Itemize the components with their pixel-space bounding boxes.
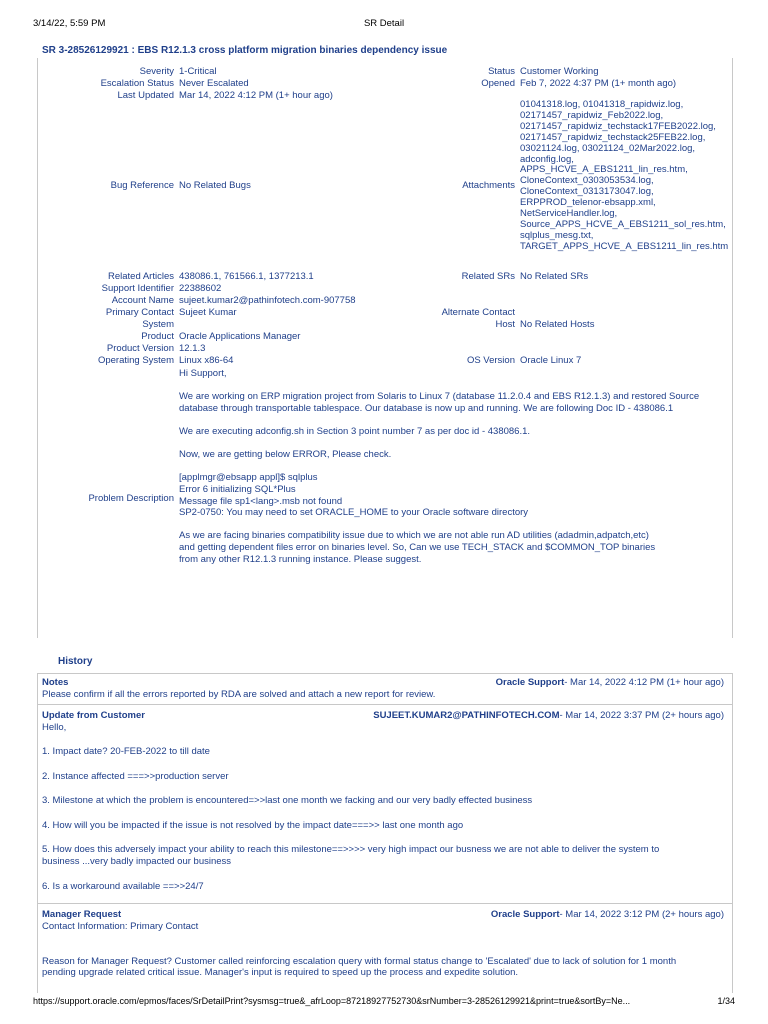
attachment-item[interactable]: NetServiceHandler.log, <box>520 208 618 220</box>
product-version-label: Product Version <box>106 343 174 354</box>
attachment-item[interactable]: ERPPROD_telenor-ebsapp.xml, <box>520 197 656 209</box>
bug-ref-value: No Related Bugs <box>179 180 251 191</box>
page-url: https://support.oracle.com/epmos/faces/SrDetailPrint?sysmsg=true&_afrLoop=87218927752730&srNumber=3-28526129921&print=true&sortBy=Ne... <box>33 996 631 1006</box>
account-label: Account Name <box>111 295 174 306</box>
attachments-list <box>520 100 728 253</box>
attachment-item[interactable]: 03021124.log, 03021124_02Mar2022.log, <box>520 142 696 154</box>
status-label: Status <box>488 66 515 77</box>
os-value: Linux x86-64 <box>179 355 234 366</box>
attachments-label: Attachments <box>462 180 515 191</box>
history-entry-meta <box>373 710 724 721</box>
alt-contact-label: Alternate Contact <box>441 307 515 318</box>
history-entry-meta <box>496 677 724 688</box>
attachment-item[interactable]: 02171457_rapidwiz_Feb2022.log, <box>520 109 664 121</box>
attachment-item[interactable]: sqlplus_mesg.txt, <box>520 229 594 241</box>
severity-value: 1-Critical <box>179 66 217 77</box>
sr-title: SR 3-28526129921 : EBS R12.1.3 cross platform migration binaries dependency issue <box>42 45 448 56</box>
last-updated-label: Last Updated <box>117 90 174 101</box>
host-value: No Related Hosts <box>520 319 595 330</box>
history-entry-time: - Mar 14, 2022 4:12 PM (1+ hour ago) <box>564 677 724 688</box>
history-entry-meta <box>491 909 724 920</box>
escalation-label: Escalation Status <box>100 78 174 89</box>
os-version-label: OS Version <box>466 355 515 366</box>
host-label: Host <box>495 319 515 330</box>
related-articles-value[interactable]: 438086.1, 761566.1, 1377213.1 <box>179 271 314 282</box>
related-articles-label: Related Articles <box>107 271 174 282</box>
attachment-item[interactable]: 02171457_rapidwiz_techstack17FEB2022.log, <box>520 120 716 132</box>
divider <box>37 903 733 904</box>
history-entry-author: Oracle Support <box>495 677 565 688</box>
history-entry-author: SUJEET.KUMAR2@PATHINFOTECH.COM <box>373 710 560 721</box>
related-srs-label: Related SRs <box>461 271 515 282</box>
attachment-item[interactable]: 02171457_rapidwiz_techstack25FEB22.log, <box>520 131 706 143</box>
escalation-value: Never Escalated <box>179 78 249 89</box>
attachment-item[interactable]: adconfig.log, <box>520 153 574 165</box>
attachment-item[interactable]: APPS_HCVE_A_EBS1211_lin_res.htm, <box>520 164 688 176</box>
primary-contact-value: Sujeet Kumar <box>179 307 237 318</box>
support-id-value: 22388602 <box>179 283 222 294</box>
bug-ref-label: Bug Reference <box>110 180 174 191</box>
os-version-value: Oracle Linux 7 <box>520 355 582 366</box>
divider <box>37 673 733 674</box>
attachment-item[interactable]: CloneContext_0313173047.log, <box>520 186 654 198</box>
divider <box>37 704 733 705</box>
history-entry-time: - Mar 14, 2022 3:37 PM (2+ hours ago) <box>559 710 724 721</box>
primary-contact-label: Primary Contact <box>105 307 174 318</box>
os-label: Operating System <box>97 355 174 366</box>
history-entry-title: Manager Request <box>42 909 122 920</box>
attachment-item[interactable]: TARGET_APPS_HCVE_A_EBS1211_lin_res.htm <box>520 240 729 252</box>
related-srs-value: No Related SRs <box>520 271 589 282</box>
history-entry-title: Notes <box>42 677 69 688</box>
opened-value: Feb 7, 2022 4:37 PM (1+ month ago) <box>520 78 677 89</box>
history-entry-author: Oracle Support <box>490 909 560 920</box>
opened-label: Opened <box>481 78 515 89</box>
attachment-item[interactable]: CloneContext_0303053534.log, <box>520 175 654 187</box>
product-label: Product <box>141 331 174 342</box>
severity-label: Severity <box>139 66 174 77</box>
last-updated-value: Mar 14, 2022 4:12 PM (1+ hour ago) <box>179 90 333 101</box>
history-entry-title: Update from Customer <box>42 710 145 721</box>
status-value: Customer Working <box>520 66 599 77</box>
attachment-item[interactable]: Source_APPS_HCVE_A_EBS1211_sol_res.htm, <box>520 218 726 230</box>
problem-description: Hi Support, We are working on ERP migration project from Solaris to Linux 7 (database 11.2.0.4 and EBS R12.1.3) and restored Source database through transportable tablespace. Our database is now up and running. We are following Doc ID - 438086.1 We are executing adconfig.sh in Section 3 point number 7 as per doc id - 438086.1. Now, we are getting below ERROR, Please check. [applmgr@ebsapp appl]$ sqlplus Error 6 initializing SQL*Plus Message file sp1<lang>.msb not found SP2-0750: You may need to set ORACLE_HOME to your Oracle software directory As we are facing binaries compatibility issue due to which we are not able run AD utilities (adadmin,adpatch,etc) and getting dependent files error on binaries level. So, Can we use TECH_STACK and $COMMON_TOP binaries from any other R12.1.3 running instance. Please suggest. <box>179 368 700 565</box>
history-title: History <box>58 656 93 667</box>
history-entry-body: Hello, 1. Impact date? 20-FEB-2022 to till date 2. Instance affected ===>>production server 3. Milestone at which the problem is encountered=>>last one month we facking and our very badly effected business 4. How will you be impacted if the issue is not resolved by the impact date===>> last one month ago 5. How does this adversely impact your ability to reach this milestone==>>>> very high impact our busness we are not able to deliver the system to business ...very badly impacted our business 6. Is a workaround available ==>>24/7 <box>42 722 660 892</box>
print-title: SR Detail <box>363 18 405 29</box>
system-label: System <box>142 319 174 330</box>
attachment-item[interactable]: 01041318.log, 01041318_rapidwiz.log, <box>520 99 684 110</box>
print-header <box>33 18 735 30</box>
history-entry-body: Please confirm if all the errors reported by RDA are solved and attach a new report for review. <box>42 689 436 700</box>
page-number: 1/34 <box>717 996 735 1006</box>
history-entry-body: Contact Information: Primary Contact Reason for Manager Request? Customer called reinforcing escalation query with formal status change to 'Escalated' due to lack of solution for 1 month pending upgrade related critical issue. Manager's input is required to speed up the process and expedite solution. <box>42 921 677 978</box>
product-version-value: 12.1.3 <box>179 343 206 354</box>
product-value: Oracle Applications Manager <box>179 331 301 342</box>
problem-label: Problem Description <box>88 493 174 504</box>
print-date: 3/14/22, 5:59 PM <box>33 18 106 29</box>
history-entry-time: - Mar 14, 2022 3:12 PM (2+ hours ago) <box>559 909 724 920</box>
support-id-label: Support Identifier <box>101 283 174 294</box>
account-value: sujeet.kumar2@pathinfotech.com-907758 <box>179 295 356 306</box>
